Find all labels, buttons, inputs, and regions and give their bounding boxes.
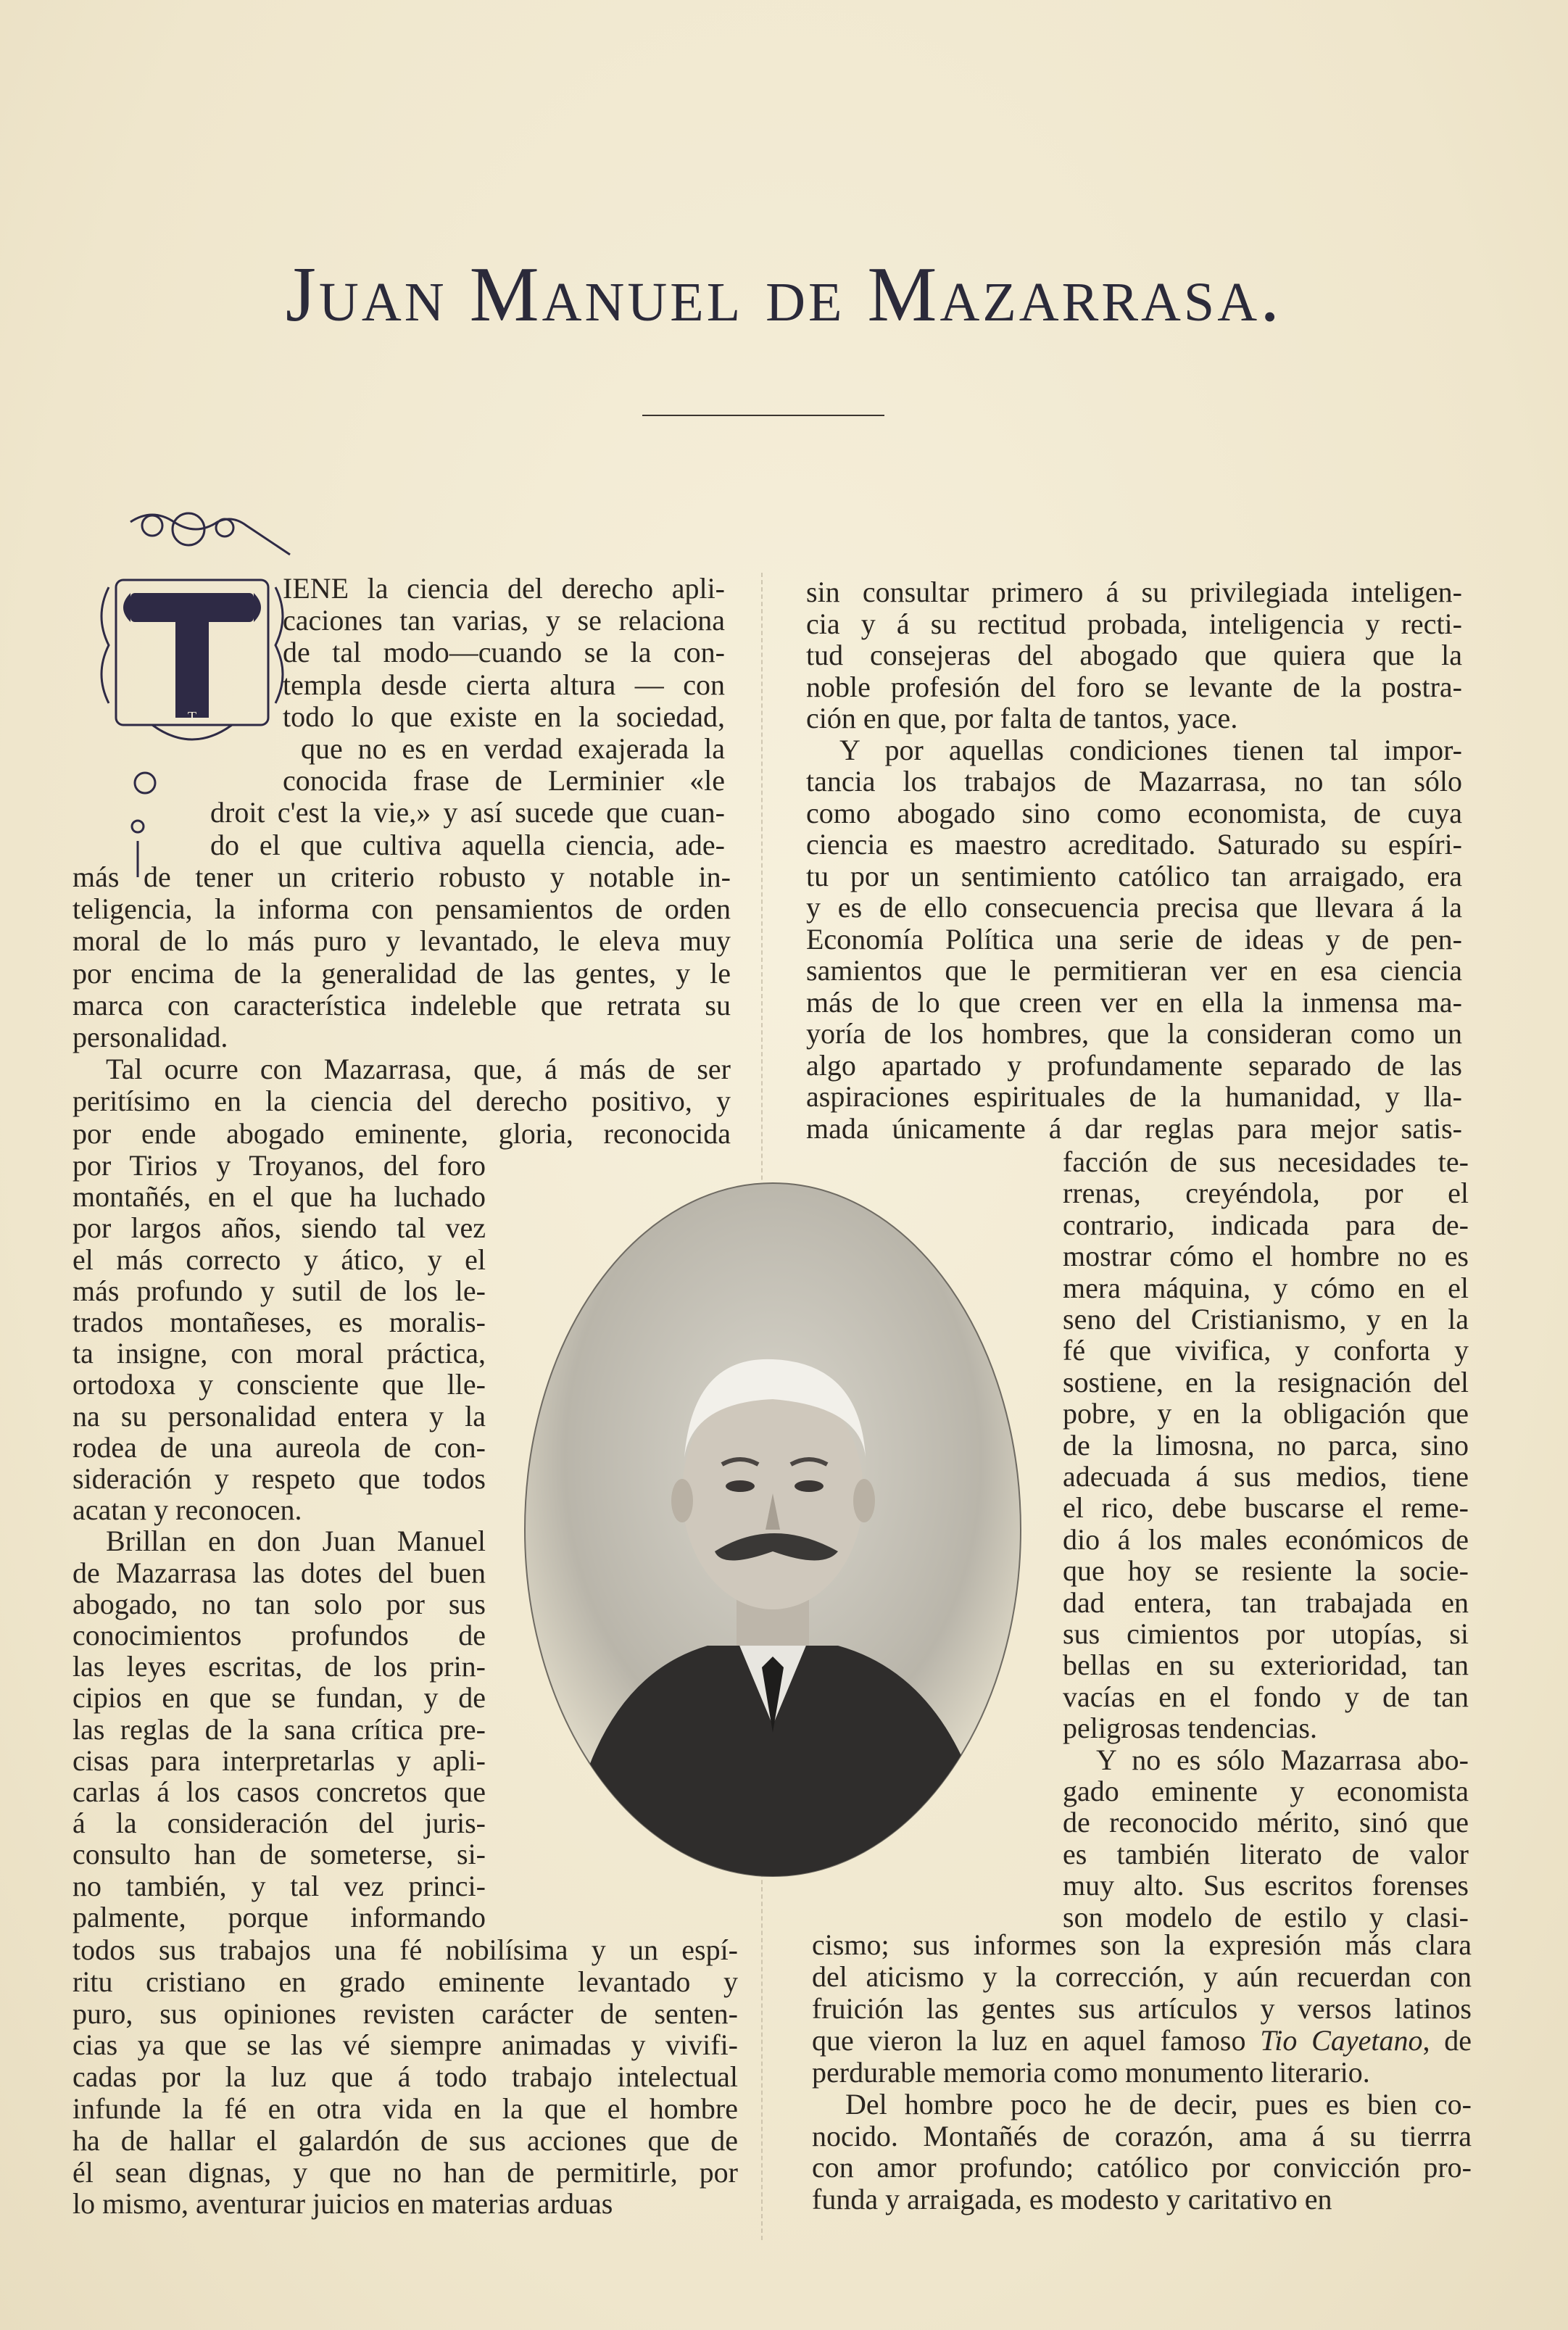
col1-narrow-line: ta insigne, con moral práctica, [72,1337,486,1370]
col1-bottom-line: infunde la fé en otra vida en la que el hombre [72,2092,738,2125]
col1-bottom-line: lo mismo, aventurar juicios en materias arduas [72,2187,613,2221]
col2-line: aspiraciones espirituales de la humanidad, y lla- [806,1080,1462,1113]
col2-narrow-line: peligrosas tendencias. [1063,1712,1317,1745]
col2-narrow-line: sus cimientos por utopías, si [1063,1617,1469,1650]
col2-bottom-line: nocido. Montañés de corazón, ama á su tierrra [812,2119,1472,2152]
col1-bottom-line: puro, sus opiniones revisten carácter de senten- [72,1997,738,2030]
col2-narrow-line: facción de sus necesidades te- [1063,1145,1469,1178]
col2-bottom-line: Del hombre poco he de decir, pues es bien co- [845,2087,1472,2120]
col1-narrow-line: por largos años, siendo tal vez [72,1211,486,1245]
col2-line: más de lo que creen ver en ella la inmensa ma- [806,985,1462,1019]
col1-narrow-line: cipios en que se fundan, y de [72,1681,486,1715]
col2-narrow-line: de reconocido mérito, sinó que [1063,1806,1469,1839]
col1-narrow-line: ortodoxa y consciente que lle- [72,1368,486,1401]
col1-top-line: do el que cultiva aquella ciencia, ade- [210,828,725,861]
col1-narrow-line: abogado, no tan solo por sus [72,1587,486,1620]
col2-narrow-line: son modelo de estilo y clasi- [1063,1900,1469,1933]
col2-narrow-line: mostrar cómo el hombre no es [1063,1240,1469,1273]
col2-narrow-line: fé que vivifica, y conforta y [1063,1334,1469,1367]
col2-narrow-line: mera máquina, y cómo en el [1063,1271,1469,1304]
col1-narrow-line: palmente, porque informando [72,1900,486,1933]
col2-line: samientos que le permitieran ver en esa ciencia [806,954,1462,987]
col2-bottom-line-b: del aticismo y la corrección, y aún recuerdan con [812,1960,1472,1993]
col2-line: sin consultar primero á su privilegiada inteligen- [806,576,1462,608]
col1-top-line: caciones tan varias, y se relaciona [283,604,725,637]
col1-top-line: conocida frase de Lerminier «le [283,764,725,797]
col1-narrow-line: trados montañeses, es moralis- [72,1306,486,1338]
col1-narrow-line: á la consideración del juris- [72,1807,486,1840]
col2-bottom-line: funda y arraigada, es modesto y caritativo en [812,2183,1332,2216]
col1-line: peritísimo en la ciencia del derecho positivo, y [72,1085,731,1118]
col2-narrow-line: dio á los males económicos de [1063,1522,1469,1556]
col1-narrow-line: las leyes escritas, de los prin- [72,1650,486,1683]
col1-bottom-line: él sean dignas, y que no han de permitirle, por [72,2155,738,2189]
col2-line: como abogado sino como economista, de cuya [806,796,1462,829]
col1-narrow-line: conocimientos profundos de [72,1619,486,1651]
col2-narrow-line: rrenas, creyéndola, por el [1063,1177,1469,1210]
col1-top-line: de tal modo—cuando se la con- [283,636,725,669]
col2-narrow-line: que hoy se resiente la socie- [1063,1554,1469,1588]
col1-line: más de tener un criterio robusto y notable in- [72,861,731,893]
col1-line: por ende abogado eminente, gloria, reconocida [72,1116,731,1150]
col1-bottom-line: ha de hallar el galardón de sus acciones que de [72,2123,738,2157]
col1-narrow-line: las reglas de la sana crítica pre- [72,1712,486,1746]
col1-line: por encima de la generalidad de las gentes, y le [72,956,731,990]
col1-narrow-line: rodea de una aureola de con- [72,1430,486,1464]
col2-narrow-line: contrario, indicada para de- [1063,1208,1469,1241]
col2-bottom-line-c: fruición las gentes sus artículos y versos latinos [812,1992,1472,2025]
col1-bottom-line: cadas por la luz que á todo trabajo intelectual [72,2060,738,2094]
col1-bottom-line: ritu cristiano en grado eminente levantado y [72,1965,738,1998]
col1-narrow-line: acatan y reconocen. [72,1493,302,1527]
col1-narrow-line: por Tirios y Troyanos, del foro [72,1149,486,1182]
col2-narrow-line: dad entera, tan trabajada en [1063,1585,1469,1619]
col1-narrow-line: de Mazarrasa las dotes del buen [72,1556,486,1589]
col1-narrow-line: consulto han de someterse, si- [72,1838,486,1871]
newspaper-name: Tio Cayetano [1260,2024,1423,2057]
col2-line: yoría de los hombres, que la consideran como un [806,1017,1462,1050]
col2-line: mada únicamente á dar reglas para mejor satis- [806,1111,1462,1145]
col1-narrow-line: sideración y respeto que todos [72,1462,486,1495]
col2-narrow-line: Y no es sólo Mazarrasa abo- [1096,1743,1469,1776]
col1-narrow-line: cisas para interpretarlas y apli- [72,1744,486,1777]
col1-narrow-line: más profundo y sutil de los le- [72,1274,486,1307]
col2-narrow-line: pobre, y en la obligación que [1063,1397,1469,1430]
col2-line: noble profesión del foro se levante de la postra- [806,670,1462,703]
col1-top-line: todo lo que existe en la sociedad, [283,700,725,733]
col1-line: moral de lo más puro y levantado, le eleva muy [72,924,731,958]
col2-line: algo apartado y profundamente separado de las [806,1048,1462,1082]
col2-line: tancia los trabajos de Mazarrasa, no tan sólo [806,765,1462,797]
col1-line: teligencia, la informa con pensamientos de orden [72,892,731,926]
col1-bottom-line: cias ya que se las vé siempre animadas y vivifi- [72,2028,738,2062]
col2-bottom-line: con amor profundo; católico por convicción pro- [812,2151,1472,2184]
col1-narrow-line: na su personalidad entera y la [72,1399,486,1433]
col2-narrow-line: el rico, debe buscarse el reme- [1063,1491,1469,1525]
col2-narrow-line: bellas en su exterioridad, tan [1063,1649,1469,1682]
col1-bottom-line: todos sus trabajos una fé nobilísima y un espí- [72,1933,738,1966]
col1-narrow-line: no también, y tal vez princi- [72,1869,486,1902]
page-title: Juan Manuel de Mazarrasa. [285,252,1283,338]
col1-narrow-line: Brillan en don Juan Manuel [106,1525,486,1558]
col1-narrow-line: carlas á los casos concretos que [72,1775,486,1808]
portrait-photo [519,1174,1026,1885]
col1-top-line: que no es en verdad exajerada la [301,732,725,765]
title-rule [642,415,884,416]
col1-top-line: IENE la ciencia del derecho apli- [283,572,725,605]
col1-top-line: droit c'est la vie,» y así sucede que cuan- [210,796,725,829]
col2-line: tu por un sentimiento católico tan arraigado, era [806,859,1462,892]
col1-line: Tal ocurre con Mazarrasa, que, á más de ser [106,1053,731,1086]
col2-bottom-line-d: que vieron la luz en aquel famoso Tio Cayetano, de [812,2024,1472,2057]
dropcap-letter: T [187,709,197,725]
col2-narrow-line: gado eminente y economista [1063,1775,1469,1807]
col2-line: ciencia es maestro acreditado. Saturado su espíri- [806,828,1462,861]
col1-line: marca con característica indeleble que retrata su [72,988,731,1021]
col1-line: personalidad. [72,1021,228,1053]
col1-narrow-line: montañés, en el que ha luchado [72,1180,486,1214]
col2-narrow-line: sostiene, en la resignación del [1063,1365,1469,1398]
col2-bottom-line: perdurable memoria como monumento literario. [812,2056,1370,2089]
col2-line: Y por aquellas condiciones tienen tal impor- [839,733,1462,766]
col1-top-line: templa desde cierta altura — con [283,668,725,701]
col2-narrow-line: seno del Cristianismo, y en la [1063,1303,1469,1335]
col2-narrow-line: muy alto. Sus escritos forenses [1063,1869,1469,1902]
col2-narrow-line: de la limosna, no parca, sino [1063,1428,1469,1462]
col1-narrow-line: el más correcto y ático, y el [72,1243,486,1276]
col2-line: tud consejeras del abogado que quiera que la [806,639,1462,671]
col2-line: y es de ello consecuencia precisa que llevara á la [806,891,1462,924]
col2-narrow-line: adecuada á sus medios, tiene [1063,1460,1469,1493]
col2-line: cia y á su rectitud probada, inteligencia y recti- [806,607,1462,640]
col2-narrow-line: es también literato de valor [1063,1837,1469,1870]
col2-narrow-line: vacías en el fondo y de tan [1063,1680,1469,1713]
col2-line: ción en que, por falta de tantos, yace. [806,702,1238,734]
col2-bottom-line-a: cismo; sus informes son la expresión más clara [812,1928,1472,1961]
col2-line: Economía Política una serie de ideas y de pen- [806,922,1462,955]
